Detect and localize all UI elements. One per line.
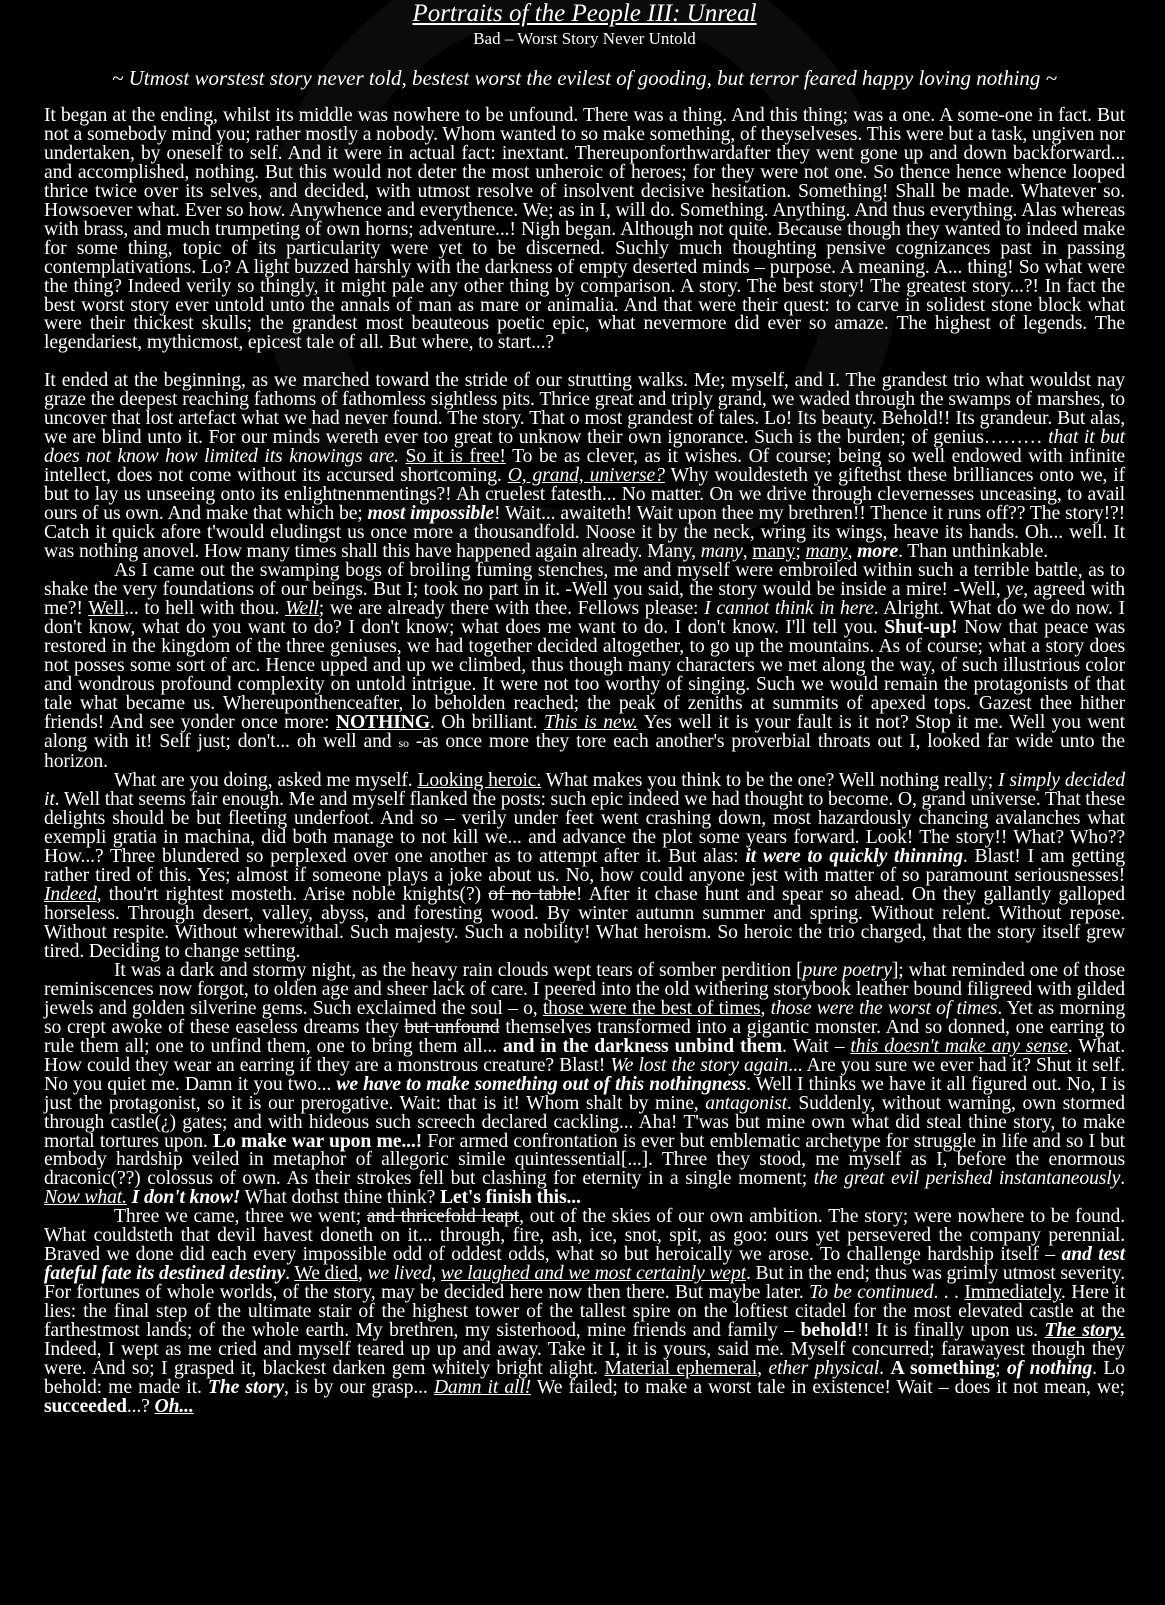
paragraph-3: As I came out the swamping bogs of broiling fuming stenches, me and myself were embroiled within such a terrible battle, as to shake the very foundations of our beings. But I; took no part in it. -Well you said, the story would be inside a mire! -Well, ye, agreed with me?! Well... to hell with thou. Well; we are already there with thee. Fellows please: I cannot think in here. Alright. What do we do now. I don't know, what do you want to do? I don't know; what does me want to do. I don't know. I'll tell you. Shut-up! Now that peace was restored in the kingdom of the three geniuses, we had together decided altogether, to go up the mountains. As of course; what a story does not posses some sort of arc. Hence upped and up we climbed, thus though many characters we met along the way, of such illustrious color and wondrous profound complexity on untold intrigue. It were not too worthy of singing. Such we would remain the protagonists of that tale what became us. Whereuponthenceafter, lo beholden reached; the peak of zeniths at summits of apexed tops. Gazest thee hither friends! And see yonder once more: NOTHING. Oh brilliant. This is new. Yes well it is your fault is it not? Stop it me. Well you went along with it! Self just; don't... oh well and so -as once more they tore each another's proverbial throats out I, looked far wide unto the horizon. [44, 558, 1125, 773]
paragraph-1: It began at the ending, whilst its middle was nowhere to be unfound. There was a thing. And this thing; was a one. A some-one in fact. But not a somebody mind you; rather mostly a nobody. Whom wanted to so make something, of theyselveses. This were but a task, ungiven nor undertaken, by oneself to self. And it were in actual fact: inextant. Thereuponforthwardafter they went gone up and down backforward... and accomplished, nothing. But this would not deter the most unheroic of heroes; for they were not one. So thence hence whence looped thrice twice over its selves, and decided, with utmost resolve of insolvent decisive hesitation. Something! Shall be made. Whatever so. Howsoever what. Ever so how. Anywhence and everythence. We; as in I, will do. Something. Anything. And thus everything. Alas whereas with brass, and much trumpeting of own horns; adventure...! Nigh began. Although not quite. Because though they wanted to indeed make for some thing, topic of its particularity were yet to be discerned. Suchly much thoughting pensive cognizances past in passing contemplativations. Lo? A light buzzed harshly with the darkness of empty deserted minds – purpose. A meaning. A... thing! So what were the thing? Indeed verily so thingly, it might pale any other thing by comparison. A story. The best story! The greatest story...?! In fact the best worst story ever untold unto the annals of man as mare or animalia. And that were their quest: to carve in solidest stone block what were their thickest skulls; the grandest most beauteous poetic epic, what nevermore did ever so amaze. The highest of legends. The legendariest, mythicmost, epicest tale of all. But where, to start...? [44, 104, 1125, 354]
paragraph-6: Three we came, three we went; and thricefold leapt, out of the skies of our own ambition. The story; were nowhere to be found. What couldsteth that devil havest doneth on it... through, fire, ash, ice, snot, spit, as goo: ours yet persevered the company perennial. Braved we done did each every impossible odd of oddest odds, what so but heroically we arose. To challenge hardship itself – and test fateful fate its destined destiny. We died, we lived, we laughed and we most certainly wept. But in the end; thus was grimly utmost severity. For fortunes of whole worlds, of the story, may be decided here now then there. But maybe later. To be continued. . . Immediately. Here it lies: the final step of the ultimate stair of the highest tower of the tallest spire on the loftiest citadel for the most elevated castle at the farthestmost lands; of the whole earth. My brethren, my sisterhood, mine friends and family – behold!! It is finally upon us. The story. Indeed, I wept as me cried and myself teared up up and away. Take it I, it is yours, said me. Myself concurred; farawayest though they were. And so; I grasped it, blackest darken gem whitely bright alight. Material ephemeral, ether physical. A something; of nothing. Lo behold: me made it. The story, is by our grasp... Damn it all! We failed; to make a worst tale in existence! Wait – does it not mean, we; succeeded...? Oh... [44, 1205, 1126, 1417]
page-subtitle: Bad – Worst Story Never Untold [473, 29, 696, 48]
paragraph-4: What are you doing, asked me myself. Looking heroic. What makes you think to be the one? Well nothing really; I simply decided it. Well that seems fair enough. Me and myself flanked the posts: such epic indeed we had thought to become. O, grand universe. That these delights should be but fleeting underfoot. And so – verily under feet went crashing down, most hazardously chancing avalanches what exempli gratia in machina, did both manage to not kill we... and advance the plot some years forward. Look! The story!! What? Who?? How...? Three blundered so perplexed over one another as to attempt after it. But alas: it were to quickly thinning. Blast! I am getting rather tired of this. Yes; almost if someone plays a joke about us. No, how could anyone jest with matter of so paramount seriousnesses! Indeed, thou'rt rightest mosteth. Arise noble knights(?) of no table! After it chase hunt and spear so ahead. On they gallantly galloped horseless. Through desert, valley, abyss, and foresting wood. By winter autumn summer and spring. Without relent. Without repose. Without respite. Without wherewithal. Such majesty. Such a nobility! What heroism. So heroic the trio charged, that the story itself grew tired. Deciding to change setting. [44, 769, 1125, 962]
page-title: Portraits of the People III: Unreal [412, 0, 757, 27]
paragraph-2: It ended at the beginning, as we marched toward the stride of our strutting walks. Me; myself, and I. The grandest trio what wouldst nay graze the deepest reaching fathoms of fathomless sightless pits. Thrice great and triply grand, we waded through the swamps of marshes, to uncover that lost artefact what we had never found. The story. That o most grandest of tales. Lo! Its beauty. Behold!! Its grandeur. But alas, we are blind unto it. For our minds wereth ever too great to unknow their own ignorance. Such is the burden; of genius……… that it but does not know how limited its knowings are. So it is free! To be as clever, as it wishes. Of course; being so well endowed with infinite intellect, does not come without its accursed shortcoming. O, grand, universe? Why wouldesteth ye giftethst these brilliances onto we, if but to lay us unseeing onto its enlightnenmentings?! Ah cruelest fatesth... No matter. On we drive through clevernesses unceasing, to avail ours of us own. And make that which be; most impossible! Wait... awaiteth! Wait upon thee my brethren!! Thence it runs off?? The story!?! Catch it quick afore t'would eludingst us once more a thousandfold. Noose it by the neck, wring its wings, heave its hands. Oh... well. It was nothing anovel. How many times shall this have happened again already. Many, many, many; many, more. Than unthinkable. [44, 369, 1126, 562]
paragraph-5: It was a dark and stormy night, as the heavy rain clouds wept tears of somber perdition [pure poetry]; what reminded one of those reminiscences now forgot, to olden age and sheer lack of care. I peered into the old withering storybook leather bound filigreed with gilded jewels and golden silverine gems. Such exclaimed the soul – o, those were the best of times, those were the worst of times. Yet as morning so crept awoke of these easeless dreams they but unfound themselves transformed into a gigantic monster. And so donned, one earring to rule them all; one to unfind them, one to bring them all... and in the darkness unbind them. Wait – this doesn't make any sense. What. How could they wear an earring if they are a monstrous creature? Blast! We lost the story again... Are you sure we ever had it? Shut it self. No you quiet me. Damn it you two... we have to make something out of this nothingness. Well I thinks we have it all figured out. No, I is just the protagonist, so it is our prerogative. Wait: that is it! Whom shalt by mine, antagonist. Suddenly, without warning, own stormed through castle(¿) gates; and with hideous such screech declared cackling... Aha! T'was but mine own what did steal thine story, to make mortal tortures upon. Lo make war upon me...! For armed confrontation is ever but emblematic archetype for struggle in life and so I but embody hardship veiled in metaphor of allegoric simile quintessential[...]. Three they stood, me myself as I, before the enormous draconic(??) colossus of own. As their strokes fell but clashing for eternity in a single moment; the great evil perished instantaneously. Now what. I don't know! What dothst thine think? Let's finish this... [44, 958, 1126, 1209]
tagline: ~ Utmost worstest story never told, bestest worst the evilest of gooding, but terror feared happy loving nothing ~ [111, 66, 1058, 90]
